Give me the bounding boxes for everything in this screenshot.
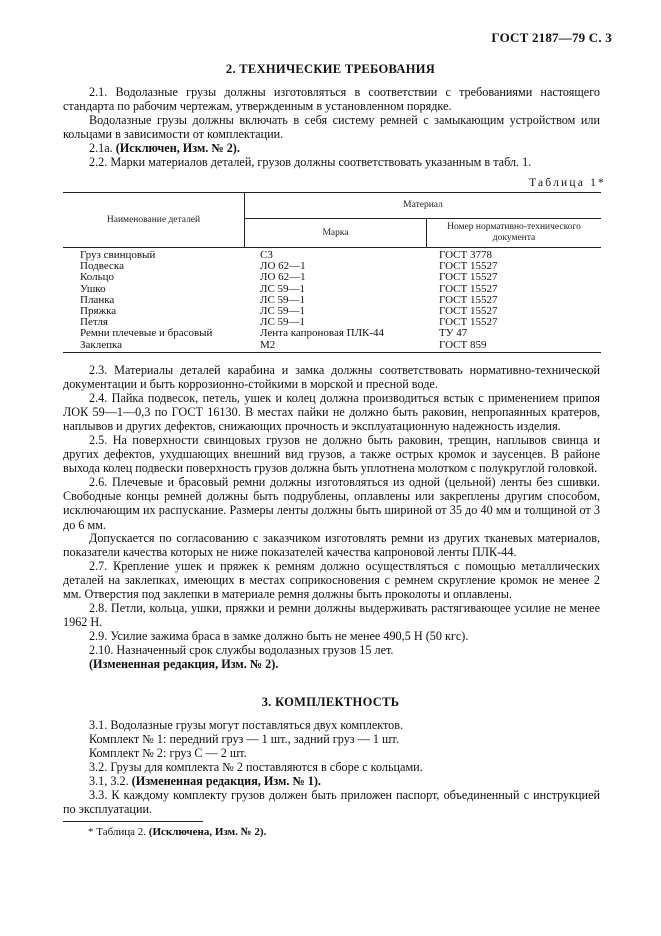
- section-3-title: 3. КОМПЛЕКТНОСТЬ: [261, 695, 400, 709]
- page-header: ГОСТ 2187—79 С. 3: [491, 30, 612, 45]
- paragraph-2-6: 2.6. Плечевые и брасовый ремни должны изготовляться из одной (цельной) ленты без сшивки. Свободные концы ремней должны быть подрублены, оплавлены или закреплены другим способом, исключающим их распускание. Размеры ленты должны быть шириной от 35 до 40 мм и толщиной от 3 до 6 мм.: [63, 475, 600, 532]
- cell-name: Подвеска: [80, 260, 124, 273]
- paragraph-2-6-cont: Допускается по согласованию с заказчиком изготовлять ремни из других тканевых материалов, показатели качества которых не ниже показателей качества капроновой ленты ПЛК-44.: [63, 531, 600, 560]
- cell-grade: ЛС 59—1: [260, 316, 306, 329]
- table-row: [63, 328, 601, 339]
- table-row: [63, 250, 601, 261]
- table-row: [63, 261, 601, 272]
- cell-grade: ЛС 59—1: [260, 282, 306, 295]
- table-row: [63, 340, 601, 351]
- section-2-title: 2. ТЕХНИЧЕСКИЕ ТРЕБОВАНИЯ: [225, 62, 436, 76]
- cell-grade: М2: [260, 338, 276, 351]
- cell-grade: Лента капроновая ПЛК-44: [260, 327, 385, 340]
- paragraph-2-1-cont: Водолазные грузы должны включать в себя систему ремней с замыкающим устройством или кольцами в зависимости от комплектации.: [63, 113, 600, 142]
- cell-doc: ГОСТ 15527: [439, 271, 498, 284]
- paragraph-3-1-3-2-edit: [63, 774, 600, 788]
- cell-doc: ГОСТ 3778: [439, 249, 492, 261]
- paragraph-3-2: 3.2. Грузы для комплекта № 2 поставляются в сборе с кольцами.: [89, 760, 423, 774]
- kit-2-line: Комплект № 2: груз С — 2 шт.: [89, 746, 247, 760]
- paragraph-2-9: 2.9. Усилие зажима браса в замке должно быть не менее 490,5 Н (50 кгс).: [89, 629, 469, 643]
- cell-doc: ГОСТ 15527: [439, 293, 498, 306]
- cell-doc: ГОСТ 15527: [439, 260, 498, 273]
- cell-name: Петля: [80, 316, 108, 329]
- cell-name: Планка: [80, 293, 115, 306]
- table-bottom-rule: [63, 352, 601, 353]
- table-1-caption: Таблица 1*: [529, 177, 606, 189]
- paragraph-2-1a-number: 2.1а.: [89, 141, 113, 155]
- paragraph-2-2: 2.2. Марки материалов деталей, грузов должны соответствовать указанным в табл. 1.: [89, 155, 532, 169]
- edit-ref-number: 3.1, 3.2.: [89, 774, 129, 788]
- table-row: [63, 272, 601, 283]
- cell-doc: ТУ 47: [439, 327, 468, 340]
- paragraph-2-10: 2.10. Назначенный срок службы водолазных грузов 15 лет.: [89, 643, 394, 657]
- paragraph-2-3: 2.3. Материалы деталей карабина и замка должны соответствовать нормативно-технической документации и быть коррозионно-стойкими в морской и пресной воде.: [63, 363, 600, 392]
- cell-doc: ГОСТ 15527: [439, 305, 498, 318]
- table-1-body: [63, 250, 601, 351]
- footnote-note: (Исключена, Изм. № 2).: [148, 826, 267, 838]
- footnote: [88, 826, 266, 838]
- col-grade-header: Марка: [245, 219, 427, 248]
- paragraph-2-1a-note: (Исключен, Изм. № 2).: [115, 141, 240, 155]
- cell-name: Ремни плечевые и брасовый: [80, 327, 213, 340]
- cell-doc: ГОСТ 15527: [439, 316, 498, 329]
- cell-grade: ЛО 62—1: [260, 271, 306, 284]
- edit-note-2: (Измененная редакция, Изм. № 2).: [89, 657, 279, 671]
- cell-name: Пряжка: [80, 305, 117, 318]
- table-1-header: [63, 192, 601, 248]
- cell-grade: ЛС 59—1: [260, 305, 306, 318]
- paragraph-2-1: 2.1. Водолазные грузы должны изготовляться в соответствии с требованиями настоящего стандарта по рабочим чертежам, утвержденным в установленном порядке.: [63, 85, 600, 114]
- table-row: [63, 295, 601, 306]
- paragraph-2-5: 2.5. На поверхности свинцовых грузов не должно быть раковин, трещин, наплывов свинца и других дефектов, ухудшающих внешний вид грузов, а также острых кромок и заусенцев. В районе выхода колец подвески поверхность грузов должна быть уплотнена молотком с полукруглой головкой.: [63, 433, 600, 476]
- cell-name: Кольцо: [80, 271, 115, 284]
- paragraph-2-8: 2.8. Петли, кольца, ушки, пряжки и ремни должны выдерживать растягивающее усилие не менее 1962 Н.: [63, 601, 600, 630]
- col-doc-header: Номер нормативно-технического документа: [427, 219, 602, 248]
- cell-grade: ЛС 59—1: [260, 293, 306, 306]
- col-material-header: Материал: [245, 193, 602, 219]
- footnote-text: * Таблица 2.: [88, 826, 147, 838]
- paragraph-3-3: 3.3. К каждому комплекту грузов должен быть приложен паспорт, объединенный с инструкцией по эксплуатации.: [63, 788, 600, 817]
- table-row: [63, 284, 601, 295]
- edit-ref-note: (Измененная редакция, Изм. № 1).: [131, 774, 321, 788]
- paragraph-2-1a: [63, 141, 600, 155]
- cell-grade: ЛО 62—1: [260, 260, 306, 273]
- paragraph-3-1: 3.1. Водолазные грузы могут поставляться двух комплектов.: [89, 718, 404, 732]
- kit-1-line: Комплект № 1: передний груз — 1 шт., задний груз — 1 шт.: [89, 732, 399, 746]
- table-row: [63, 306, 601, 317]
- paragraph-2-7: 2.7. Крепление ушек и пряжек к ремням должно осуществляться с помощью металлических деталей на заклепках, имеющих в местах соприкосновения с ремнем скругление кромок не менее 2 мм. Отверстия под заклепки в материале ремня должны быть проколоты и оплавлены.: [63, 559, 600, 602]
- cell-name: Ушко: [80, 282, 106, 295]
- col-name-header: Наименование деталей: [63, 193, 245, 248]
- cell-name: Груз свинцовый: [80, 249, 156, 261]
- cell-doc: ГОСТ 859: [439, 338, 487, 351]
- paragraph-2-4: 2.4. Пайка подвесок, петель, ушек и колец должна производиться встык с применением припоя ЛОК 59—1—0,3 по ГОСТ 16130. В местах пайки не должно быть раковин, непропаянных кратеров, наплывов и других дефектов, снижающих прочность и эксплуатационную надежность изделия.: [63, 391, 600, 434]
- cell-name: Заклепка: [80, 338, 123, 351]
- footnote-rule: [63, 821, 203, 822]
- cell-doc: ГОСТ 15527: [439, 282, 498, 295]
- cell-grade: С3: [260, 249, 273, 261]
